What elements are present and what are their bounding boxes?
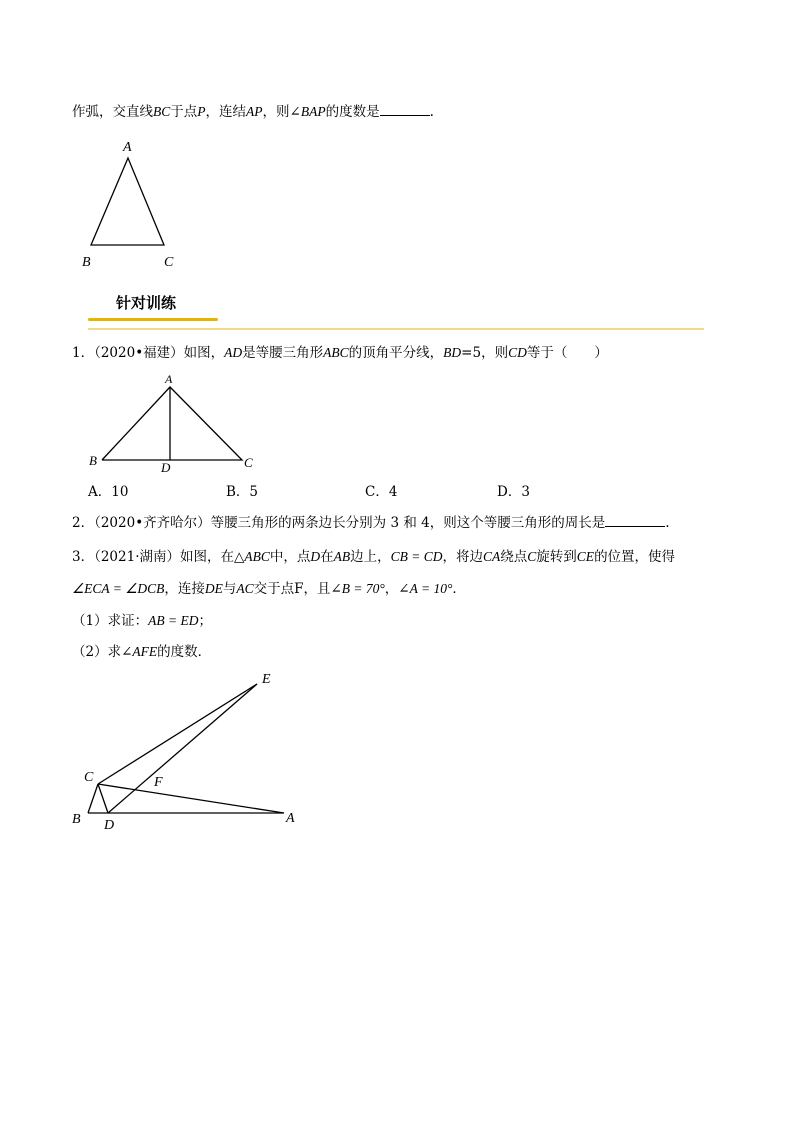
q3-line-1: 3．（2021·湖南）如图，在△ABC中，点D在AB边上，CB = CD，将边CA绕点C旋转到CE的位置，使得 [72, 549, 676, 565]
label-a: A [123, 140, 132, 155]
segment-ca [98, 784, 284, 813]
segment-cd [98, 784, 108, 813]
segment-bc [88, 784, 98, 813]
label-d: D [104, 818, 115, 833]
q1-option-d[interactable]: D．3 [497, 484, 530, 500]
label-c: C [84, 770, 94, 785]
label-b: B [72, 812, 81, 827]
q2-text: 2．（2020•齐齐哈尔）等腰三角形的两条边长分别为 3 和 4，则这个等腰三角形的周长是 . [72, 515, 670, 531]
label-c: C [244, 455, 253, 470]
q1-option-c[interactable]: C．4 [365, 484, 398, 500]
q1-option-a[interactable]: A．10 [88, 484, 129, 500]
label-e: E [262, 672, 271, 687]
q3-line-2: ∠ECA = ∠DCB，连接DE与AC交于点F，且∠B = 70°，∠A = 10°． [72, 581, 466, 597]
q1-option-b[interactable]: B．5 [226, 484, 259, 500]
section-title: 针对训练 [116, 294, 177, 312]
segment-de [108, 684, 257, 813]
q3-sub-2: （2）求∠AFE的度数． [72, 644, 212, 660]
label-a: A [286, 811, 295, 826]
label-a: A [165, 372, 173, 386]
label-d: D [161, 460, 171, 475]
q3-sub-1: （1）求证：AB = ED； [72, 613, 212, 629]
label-b: B [82, 255, 91, 270]
intro-line: 作弧，交直线BC于点P，连结AP，则∠BAP的度数是 . [72, 104, 434, 120]
label-f: F [154, 775, 163, 790]
q1-text: 1．（2020•福建）如图，AD是等腰三角形ABC的顶角平分线，BD=5，则CD等于（ ） [72, 345, 608, 361]
label-b: B [89, 453, 97, 468]
label-c: C [164, 255, 174, 270]
segment-ce [98, 684, 257, 784]
